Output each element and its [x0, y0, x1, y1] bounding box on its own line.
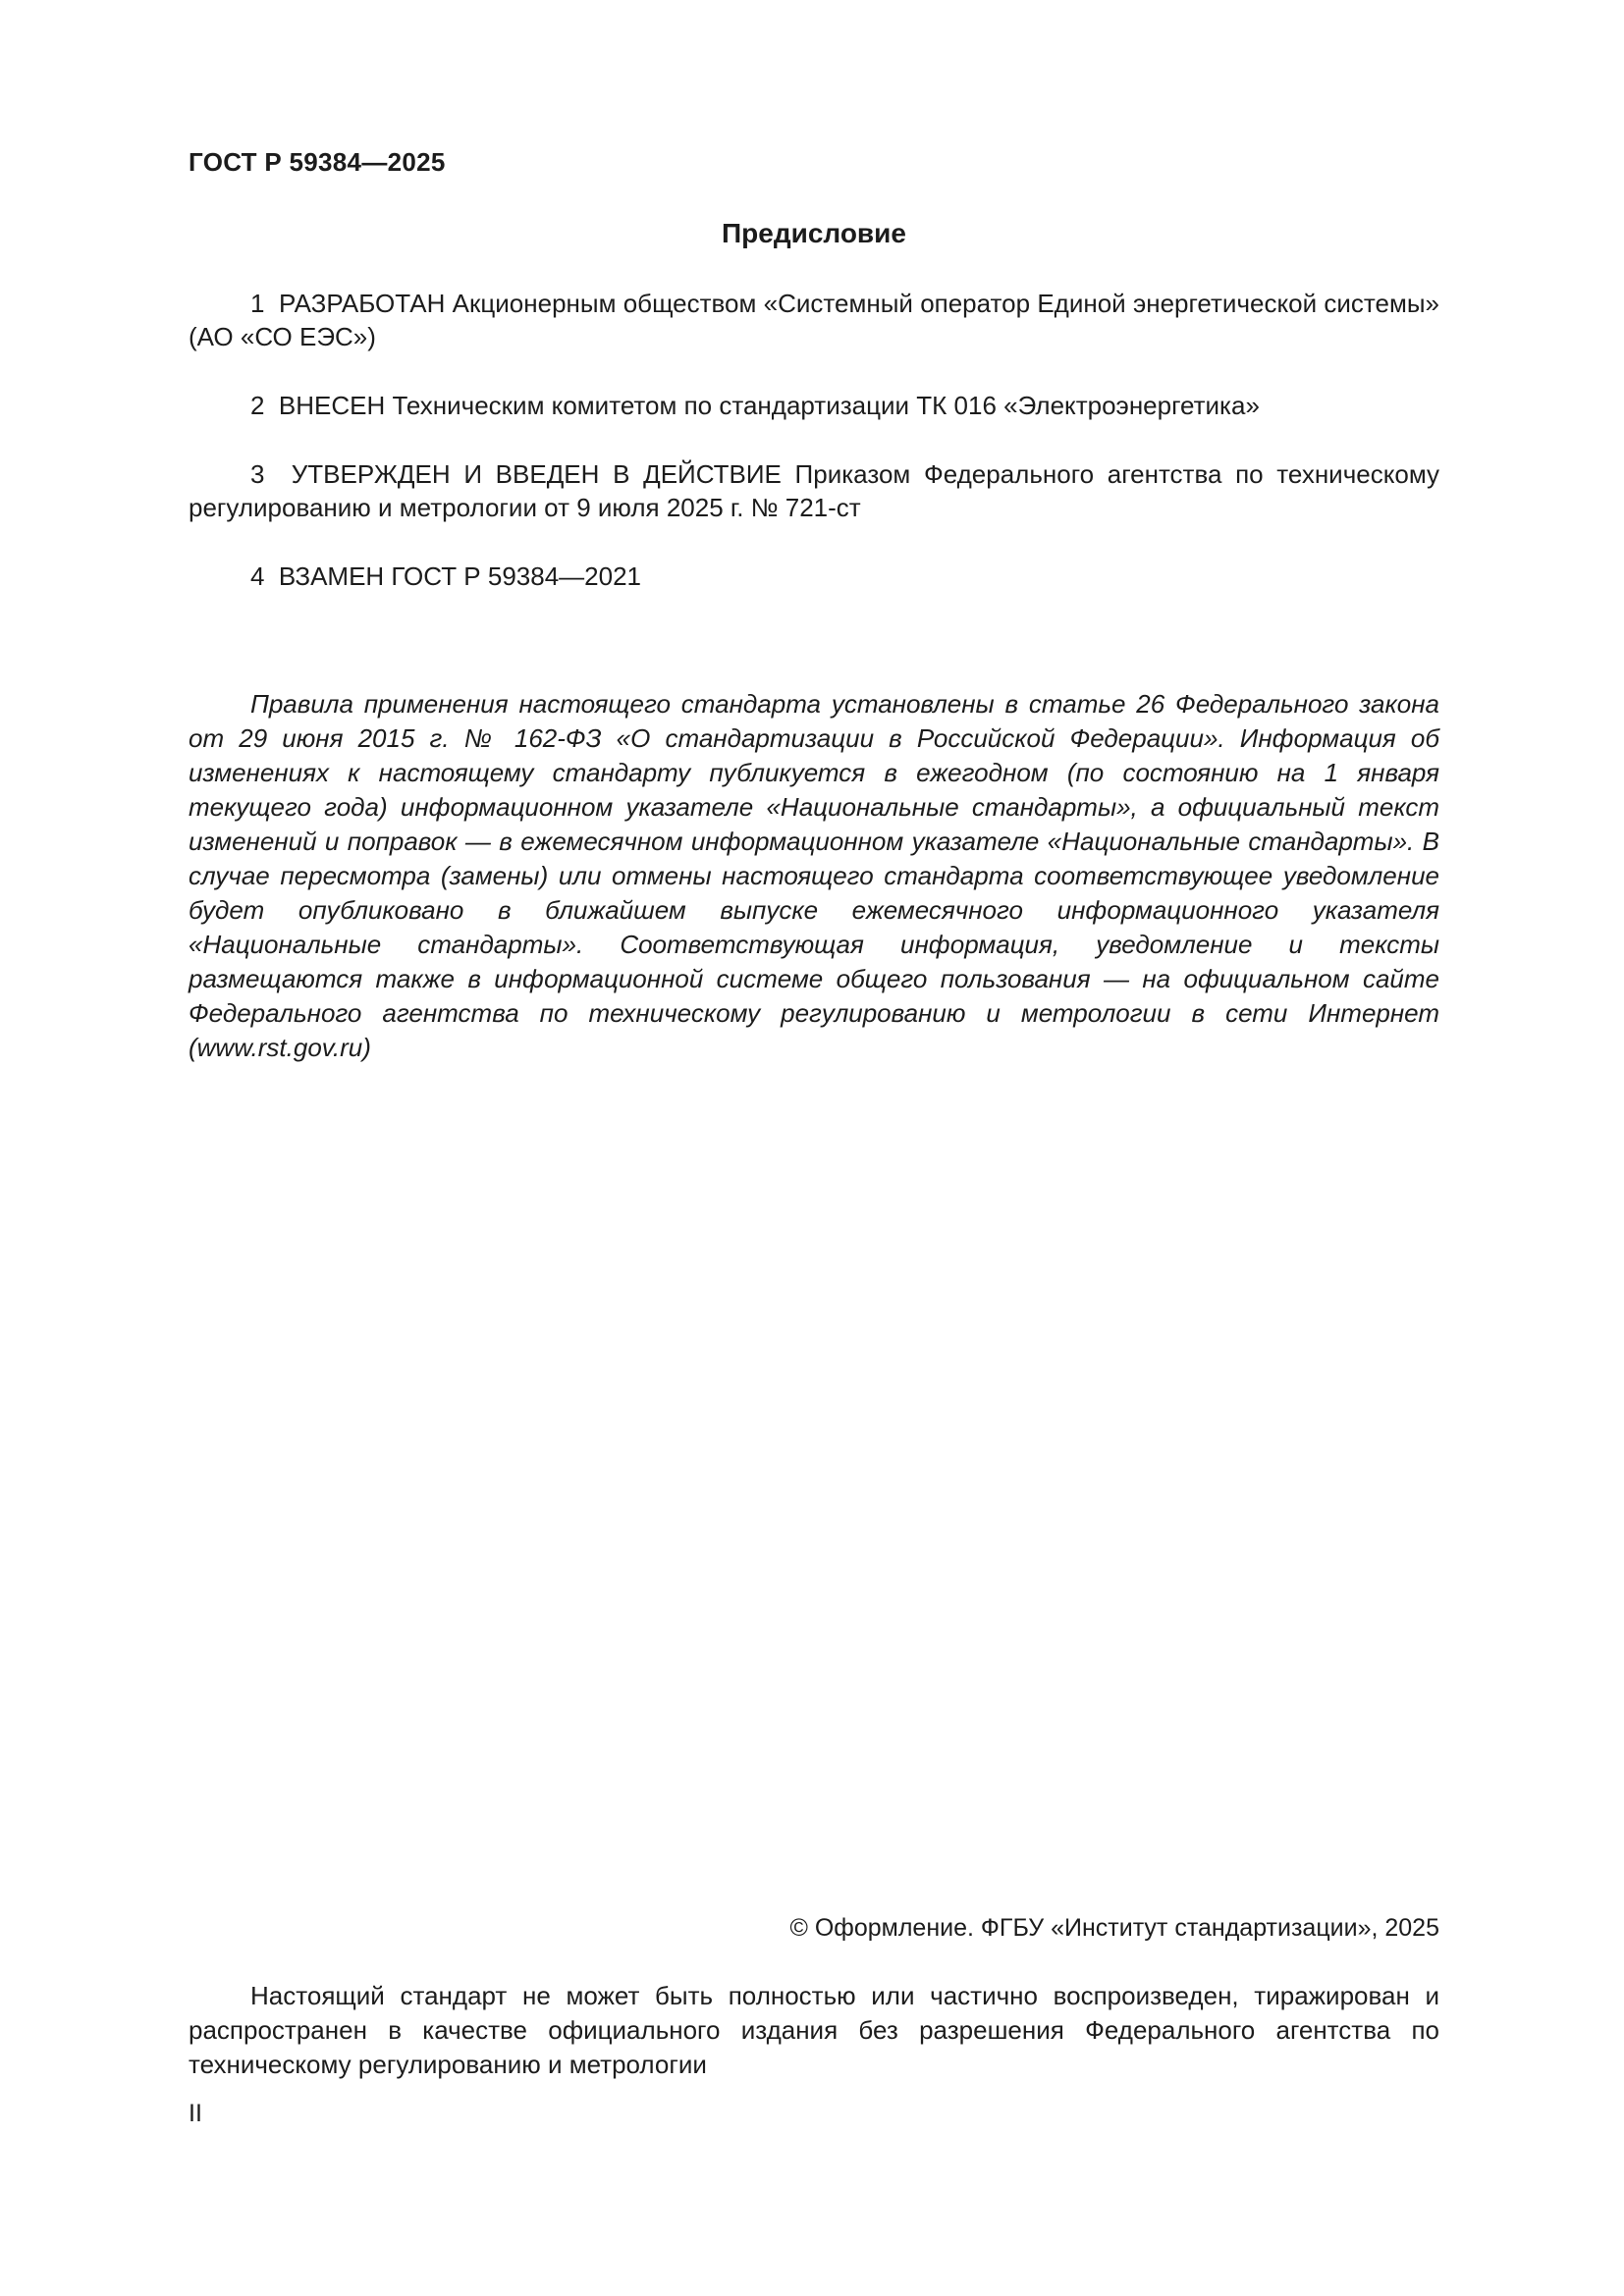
- distribution-notice: Настоящий стандарт не может быть полностью или частично воспроизведен, тиражирован и распространен в качестве официального издания без разрешения Федерального агентства по техническому регулированию и метрологии: [189, 1981, 1439, 2079]
- copyright-line: © Оформление. ФГБУ «Институт стандартизации», 2025: [789, 1914, 1439, 1942]
- page-title: Предисловие: [722, 218, 906, 248]
- page-number: II: [189, 2100, 202, 2127]
- foreword-item-approved: 3 УТВЕРЖДЕН И ВВЕДЕН В ДЕЙСТВИЕ Приказом Федерального агентства по техническому регулированию и метрологии от 9 июля 2025 г. № 721-ст: [189, 459, 1439, 522]
- foreword-item-developed: 1 РАЗРАБОТАН Акционерным обществом «Системный оператор Единой энергетической системы» (АО «СО ЕЭС»): [189, 289, 1439, 351]
- foreword-section: [189, 287, 1439, 593]
- page-content: [189, 145, 1439, 1065]
- foreword-item-replaces: 4 ВЗАМЕН ГОСТ Р 59384—2021: [250, 561, 641, 591]
- doc-header: ГОСТ Р 59384—2025: [189, 147, 446, 177]
- rules-paragraph: Правила применения настоящего стандарта установлены в статье 26 Федерального закона от 29 июня 2015 г. № 162-ФЗ «О стандартизации в Российской Федерации». Информация об изменениях к настоящему стандарту публикуется в ежегодном (по состоянию на 1 января текущего года) информационном указателе «Национальные стандарты», а официальный текст изменений и поправок — в ежемесячном информационном указателе «Национальные стандарты». В случае пересмотра (замены) или отмены настоящего стандарта соответствующее уведомление будет опубликовано в ближайшем выпуске ежемесячного информационного указателя «Национальные стандарты». Соответствующая информация, уведомление и тексты размещаются также в информационной системе общего пользования — на официальном сайте Федерального агентства по техническому регулированию и метрологии в сети Интернет (www.rst.gov.ru): [189, 689, 1439, 1062]
- foreword-item-submitted: 2 ВНЕСЕН Техническим комитетом по стандартизации ТК 016 «Электроэнергетика»: [250, 391, 1260, 420]
